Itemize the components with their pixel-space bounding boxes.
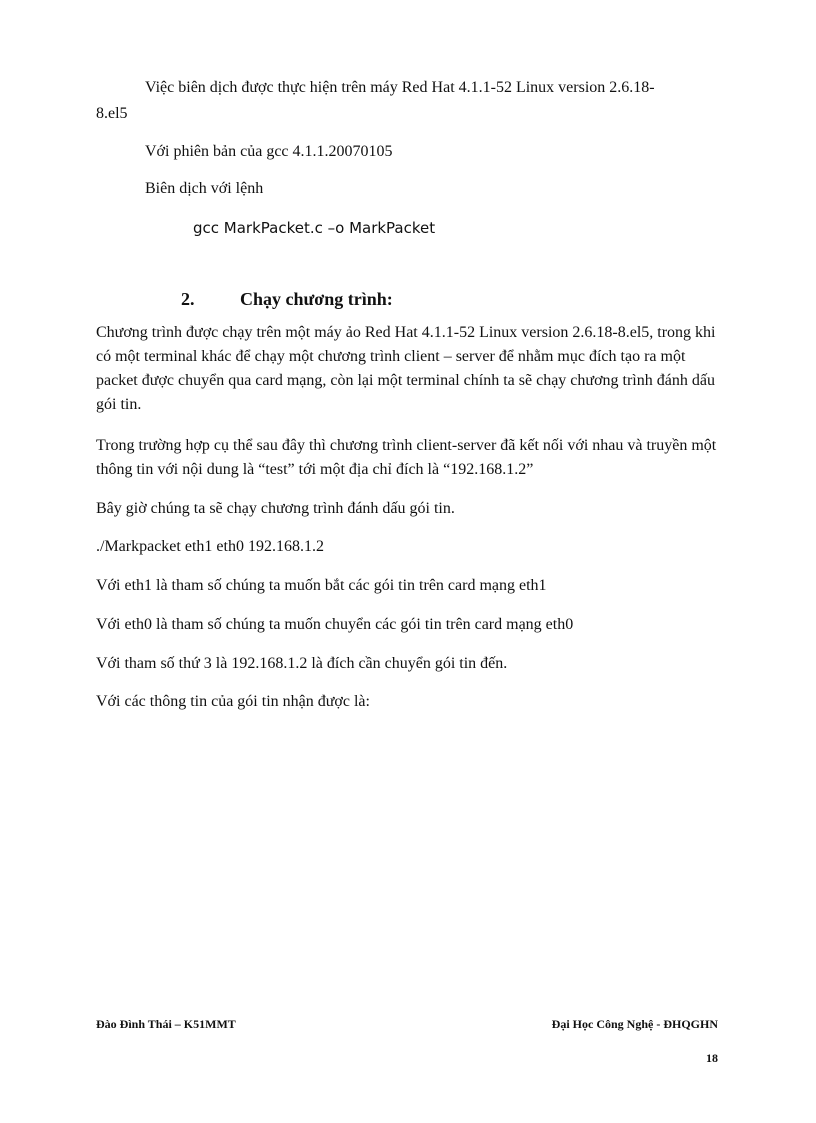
run-command: ./Markpacket eth1 eth0 192.168.1.2 [96, 538, 324, 555]
compile-command-label: Biên dịch với lệnh [145, 180, 264, 197]
received-info-line: Với các thông tin của gói tin nhận được là: [96, 693, 370, 710]
compile-line-1-continued: 8.el5 [96, 105, 128, 122]
section-number: 2. [181, 289, 195, 309]
param-destination: Với tham số thứ 3 là 192.168.1.2 là đích cần chuyển gói tin đến. [96, 655, 508, 672]
paragraph-client-server: Trong trường hợp cụ thể sau đây thì chương trình client-server đã kết nối với nhau và truyền một thông tin với nội dung là “test” tới một địa chỉ đích là “192.168.1.2” [96, 437, 717, 478]
section-title: Chạy chương trình: [240, 289, 393, 309]
compile-line-1: Việc biên dịch được thực hiện trên máy Red Hat 4.1.1-52 Linux version 2.6.18- [145, 79, 655, 96]
paragraph-run-now: Bây giờ chúng ta sẽ chạy chương trình đánh dấu gói tin. [96, 500, 455, 517]
footer-author: Đào Đình Thái – K51MMT [96, 1017, 236, 1031]
paragraph-run-description: Chương trình được chạy trên một máy ảo Red Hat 4.1.1-52 Linux version 2.6.18-8.el5, trong khi có một terminal khác để chạy một chương trình client – server để nhằm mục đích tạo ra một packet được chuyển qua card mạng, còn lại một terminal chính ta sẽ chạy chương trình đánh dấu gói tin. [96, 324, 716, 413]
footer-institution: Đại Học Công Nghệ - ĐHQGHN [551, 1017, 718, 1031]
param-eth1: Với eth1 là tham số chúng ta muốn bắt các gói tin trên card mạng eth1 [96, 577, 547, 594]
page-number: 18 [706, 1051, 718, 1065]
compile-command: gcc MarkPacket.c –o MarkPacket [193, 219, 436, 237]
gcc-version-line: Với phiên bản của gcc 4.1.1.20070105 [145, 143, 393, 160]
param-eth0: Với eth0 là tham số chúng ta muốn chuyển các gói tin trên card mạng eth0 [96, 616, 574, 633]
